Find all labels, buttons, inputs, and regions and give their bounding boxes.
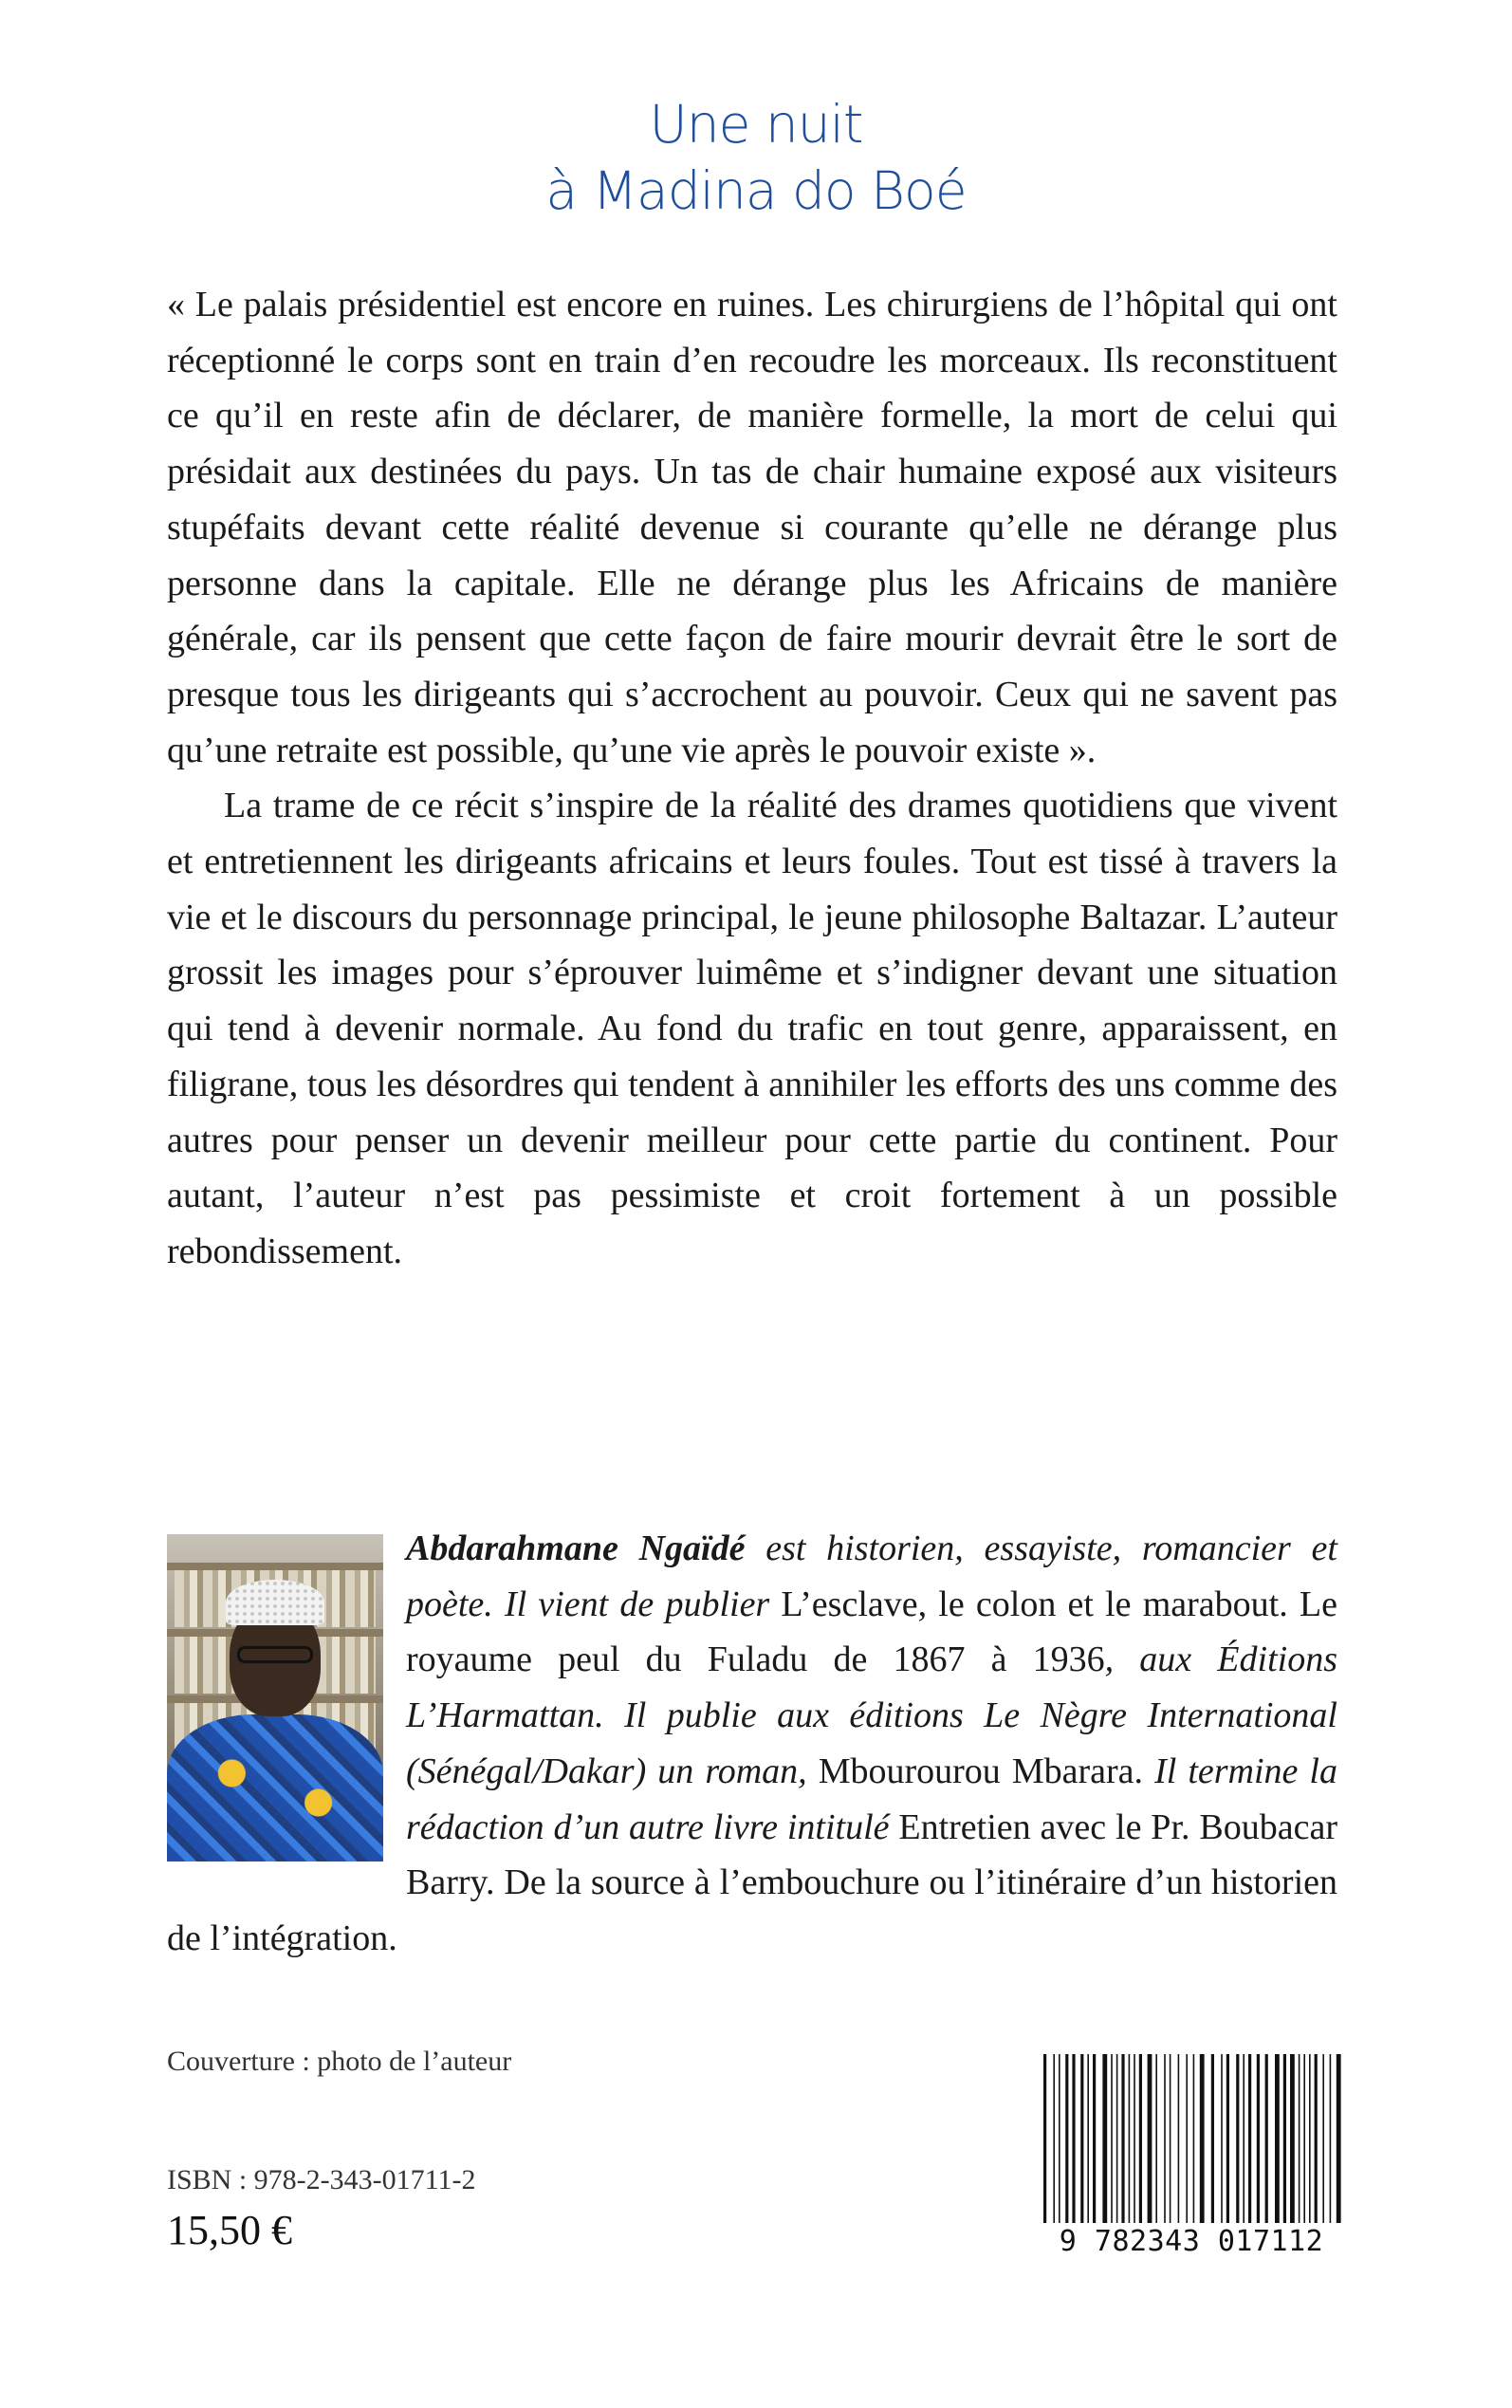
bio-text-2: , aux Éditions L’Harmattan. Il publie aux éditions <box>406 1639 1337 1736</box>
price: 15,50 € <box>167 2207 292 2253</box>
cover-credit: Couverture : photo de l’auteur <box>167 2046 512 2077</box>
author-photo <box>167 1534 383 1862</box>
back-cover-blurb <box>167 277 1337 1280</box>
barcode <box>1040 2054 1343 2258</box>
author-bio-section <box>167 1521 1337 1967</box>
book-title <box>0 91 1512 224</box>
title-line-2: à Madina do Boé <box>545 160 967 221</box>
bio-book-3: Entretien avec le Pr. Boubacar Barry. De la source à l’embouchure ou l’itinéraire d’un historien de l’intégration. <box>167 1806 1337 1958</box>
title-line-1: Une nuit <box>649 94 863 155</box>
blurb-summary-paragraph: La trame de ce récit s’inspire de la réalité des drames quotidiens que vivent et entretiennent les dirigeants africains et leurs foules. Tout est tissé à travers la vie et le discours du personnage principal, le jeune philosophe Baltazar. L’auteur grossit les images pour s’éprouver luimême et s’indigner devant une situation qui tend à devenir normale. Au fond du trafic en tout genre, apparaissent, en filigrane, tous les désordres qui tendent à annihiler les efforts des uns comme des autres pour penser un devenir meilleur pour cette partie du continent. Pour autant, l’auteur n’est pas pessimiste et croit fortement à un possible rebondissement. <box>167 786 1337 1271</box>
bio-text-4: Il termine la rédaction d’un autre livre intitulé <box>406 1750 1337 1847</box>
bio-text-3: un roman, <box>646 1750 819 1791</box>
blurb-quote-paragraph: « Le palais présidentiel est encore en ruines. Les chirurgiens de l’hôpital qui ont réceptionné le corps sont en train d’en recoudre les morceaux. Ils reconstituent ce qu’il en reste afin de déclarer, de manière formelle, la mort de celui qui présidait aux destinées du pays. Un tas de chair humaine exposé aux visiteurs stupéfaits devant cette réalité devenue si courante qu’elle ne dérange plus personne dans la capitale. Elle ne dérange plus les Africains de manière générale, car ils pensent que cette façon de faire mourir devrait être le sort de presque tous les dirigeants qui s’accrochent au pouvoir. Ceux qui ne savent pas qu’une retraite est possible, qu’une vie après le pouvoir existe ». <box>167 285 1337 770</box>
bio-book-2: Mbourourou Mbarara. <box>818 1750 1144 1791</box>
barcode-bars <box>1040 2054 1343 2223</box>
author-name: Abdarahmane Ngaïdé <box>406 1528 746 1568</box>
bio-text-1: est historien, essayiste, romancier et poète. Il vient de publier <box>406 1528 1337 1624</box>
bio-book-1: L’esclave, le colon et le marabout. Le royaume peul du Fuladu de 1867 à 1936 <box>406 1584 1337 1680</box>
isbn: ISBN : 978-2-343-01711-2 <box>167 2164 476 2195</box>
bio-publisher: Le Nègre International (Sénégal/Dakar) <box>406 1695 1337 1791</box>
barcode-digits: 9 782343 017112 <box>1059 2225 1324 2258</box>
